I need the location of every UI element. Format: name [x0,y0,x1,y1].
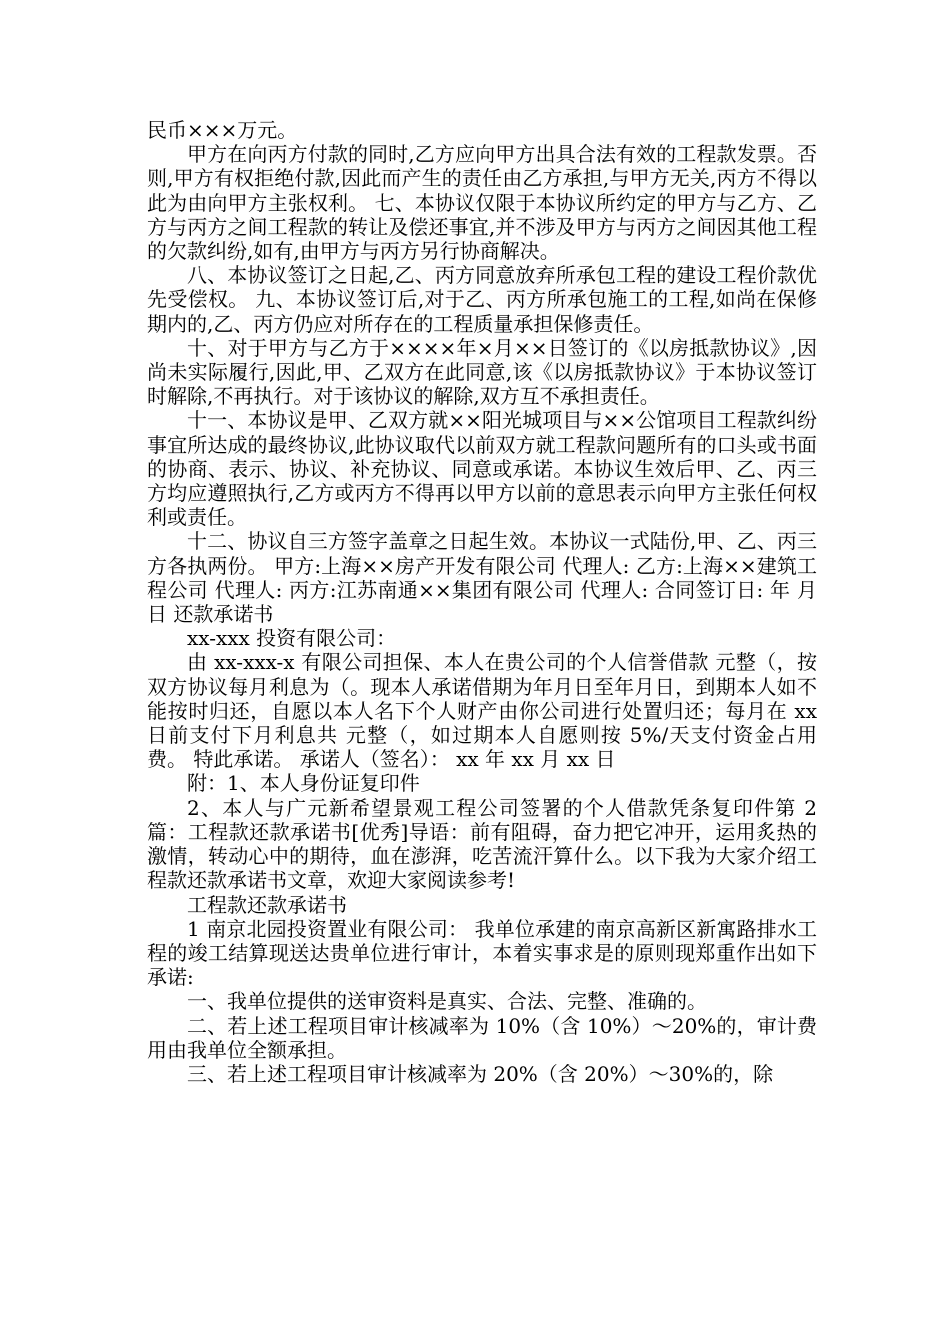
paragraph-15: 三、若上述工程项目审计核减率为 20%（含 20%）～30%的，除 [187,1061,774,1086]
paragraph-6: 十二、协议自三方签字盖章之日起生效。本协议一式陆份,甲、乙、丙三方各执两份。 甲方:上海××房产开发有限公司 代理人: 乙方:上海××建筑工程公司 代理人: 丙方:江苏南通××集团有限公司 代理人: 合同签订日: 年 月 日 还款承诺书 [147,529,817,627]
paragraph-2: 甲方在向丙方付款的同时,乙方应向甲方出具合法有效的工程款发票。否则,甲方有权拒绝付款,因此而产生的责任由乙方承担,与甲方无关,丙方不得以此为由向甲方主张权利。 七、本协议仅限于本协议所约定的甲方与乙方、乙方与丙方之间工程款的转让及偿还事宜,并不涉及甲方与丙方之间因其他工程的欠款纠纷,如有,由甲方与丙方另行协商解决。 [147,142,817,264]
paragraph-9: 附：1、本人身份证复印件 [187,771,420,796]
paragraph-13: 一、我单位提供的送审资料是真实、合法、完整、准确的。 [187,989,707,1014]
paragraph-3: 八、本协议签订之日起,乙、丙方同意放弃所承包工程的建设工程价款优先受偿权。 九、本协议签订后,对于乙、丙方所承包施工的工程,如尚在保修期内的,乙、丙方仍应对所存在的工程质量承担保修责任。 [147,263,817,336]
document-page [147,118,817,1086]
paragraph-12: 1 南京北园投资置业有限公司： 我单位承建的南京高新区新寓路排水工程的竣工结算现送达贵单位进行审计，本着实事求是的原则现郑重作出如下承诺: [147,916,817,990]
paragraph-10: 2、本人与广元新希望景观工程公司签署的个人借款凭条复印件第 2 篇：工程款还款承诺书[优秀]导语：前有阻碍，奋力把它冲开，运用炙热的激情，转动心中的期待，血在澎湃，吃苦流汗算什么。以下我为大家介绍工程款还款承诺书文章，欢迎大家阅读参考! [147,795,817,893]
paragraph-7: xx-xxx 投资有限公司： [187,626,397,651]
paragraph-4: 十、对于甲方与乙方于××××年×月××日签订的《以房抵款协议》,因尚未实际履行,因此,甲、乙双方在此同意,该《以房抵款协议》于本协议签订时解除,不再执行。对于该协议的解除,双方互不承担责任。 [147,335,817,409]
paragraph-8: 由 xx-xxx-x 有限公司担保、本人在贵公司的个人信誉借款 元整（，按双方协议每月利息为（。现本人承诺借期为年月日至年月日，到期本人如不能按时归还，自愿以本人名下个人财产由你公司进行处置归还；每月在 xx 日前支付下月利息共 元整（，如过期本人自愿则按 5%/天支付资金占用费。 特此承诺。 承诺人（签名）： xx 年 xx 月 xx 日 [147,650,817,772]
paragraph-5: 十一、本协议是甲、乙双方就××阳光城项目与××公馆项目工程款纠纷事宜所达成的最终协议,此协议取代以前双方就工程款问题所有的口头或书面的协商、表示、协议、补充协议、同意或承诺。本协议生效后甲、乙、丙三方均应遵照执行,乙方或丙方不得再以甲方以前的意思表示向甲方主张任何权利或责任。 [147,408,817,530]
paragraph-1: 民币×××万元。 [147,118,298,142]
paragraph-11: 工程款还款承诺书 [187,892,347,917]
paragraph-14: 二、若上述工程项目审计核减率为 10%（含 10%）～20%的，审计费用由我单位全额承担。 [147,1013,817,1062]
